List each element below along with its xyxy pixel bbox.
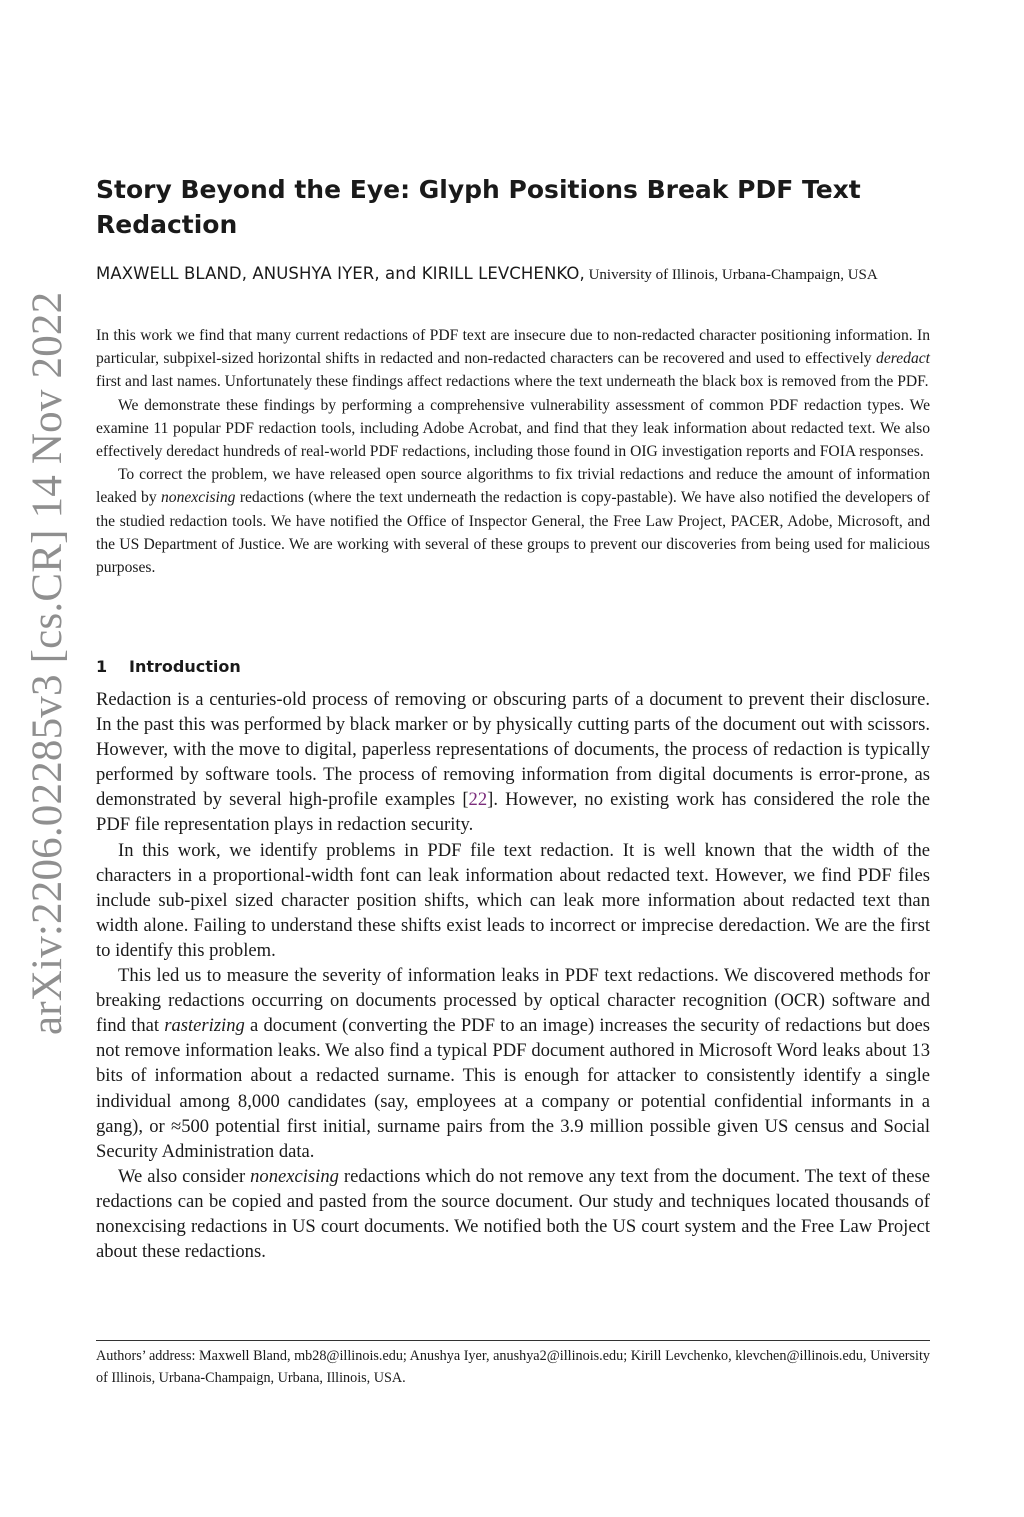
footnote-text: Authors’ address: Maxwell Bland, mb28@illinois.edu; Anushya Iyer, anushya2@illinois.edu; Kirill Levchenko, klevchen@illinois.edu, University of Illinois, Urbana-Champaign, Urbana, Illinois, USA.: [96, 1348, 930, 1386]
abstract-text: first and last names. Unfortunately these findings affect redactions where the text underneath the black box is removed from the PDF.: [96, 373, 929, 391]
abstract-emphasis: deredact: [876, 350, 930, 368]
abstract-paragraph: We demonstrate these findings by performing a comprehensive vulnerability assessment of common PDF redaction types. We examine 11 popular PDF redaction tools, including Adobe Acrobat, and find that they leak information about redacted text. We also effectively deredact hundreds of real-world PDF redactions, including those found in OIG investigation reports and FOIA responses.: [96, 396, 930, 461]
citation-link[interactable]: 22: [468, 789, 488, 811]
body-emphasis: rasterizing: [164, 1015, 245, 1037]
paper-title: Story Beyond the Eye: Glyph Positions Break PDF Text Redaction: [96, 175, 861, 239]
body-paragraph: [96, 687, 930, 838]
footnote: [96, 1346, 930, 1389]
body-text: ]. However, no existing work has considered the role the PDF file representation plays in redaction security.: [96, 789, 931, 836]
body-emphasis: nonexcising: [250, 1165, 339, 1187]
introduction-body: [96, 687, 930, 1264]
author-affiliation: University of Illinois, Urbana-Champaign, USA: [588, 267, 878, 283]
abstract-emphasis: nonexcising: [160, 489, 236, 507]
body-text: We also consider: [118, 1165, 251, 1187]
body-text: Redaction is a centuries-old process of removing or obscuring parts of a document to prevent their disclosure. In the past this was performed by black marker or by physically cutting parts of the document out with scissors. However, with the move to digital, paperless representations of documents, the process of redaction is typically performed by software tools. The process of removing information from digital documents is error-prone, as demonstrated by several high-profile examples [: [96, 689, 930, 811]
abstract: [96, 324, 930, 579]
arxiv-identifier: arXiv:2206.02285v3 [cs.CR] 14 Nov 2022: [24, 291, 71, 1035]
footnote-divider: [96, 1340, 930, 1341]
author-names: MAXWELL BLAND, ANUSHYA IYER, and KIRILL LEVCHENKO,: [96, 264, 585, 283]
section-heading: [96, 655, 241, 679]
body-text: redactions which do not remove any text from the document. The text of these redactions can be copied and pasted from the source document. Our study and techniques located thousands of nonexcising redactions in US court documents. We notified both the US court system and the Free Law Project about these redactions.: [96, 1165, 930, 1263]
abstract-text: redactions (where the text underneath the redaction is copy-pastable). We have also notified the developers of the studied redaction tools. We have notified the Office of Inspector General, the Free Law Project, PACER, Adobe, Microsoft, and the US Department of Justice. We are working with several of these groups to prevent our discoveries from being used for malicious purposes.: [96, 489, 930, 577]
section-number: 1: [96, 657, 108, 676]
abstract-text: To correct the problem, we have released open source algorithms to fix trivial redactions and reduce the amount of information leaked by: [96, 466, 930, 507]
section-title: Introduction: [129, 657, 241, 676]
body-paragraph: [96, 963, 930, 1164]
abstract-paragraph: [96, 463, 930, 579]
body-text: This led us to measure the severity of information leaks in PDF text redactions. We discovered methods for breaking redactions occurring on documents processed by optical character recognition (OCR) software and find that: [96, 965, 930, 1037]
abstract-text: In this work we find that many current redactions of PDF text are insecure due to non-redacted character positioning information. In particular, subpixel-sized horizontal shifts in redacted and non-redacted characters can be recovered and used to effectively: [96, 327, 930, 368]
body-text: a document (converting the PDF to an image) increases the security of redactions but does not remove information leaks. We also find a typical PDF document authored in Microsoft Word leaks about 13 bits of information about a redacted surname. This is enough for attacker to consistently identify a single individual among 8,000 candidates (say, employees at a company or potential confidential informants in a gang), or ≈500 potential first initial, surname pairs from the 3.9 million possible given US census and Social Security Administration data.: [96, 1015, 930, 1162]
abstract-paragraph: [96, 324, 930, 394]
body-paragraph: [96, 1164, 930, 1264]
author-line: [96, 260, 932, 289]
body-paragraph: In this work, we identify problems in PDF file text redaction. It is well known that the width of the characters in a proportional-width font can leak information about redacted text. However, we find PDF files include sub-pixel sized character position shifts, which can leak more information about redacted text than width alone. Failing to understand these shifts exist leads to incorrect or imprecise deredaction. We are the first to identify this problem.: [96, 839, 930, 961]
